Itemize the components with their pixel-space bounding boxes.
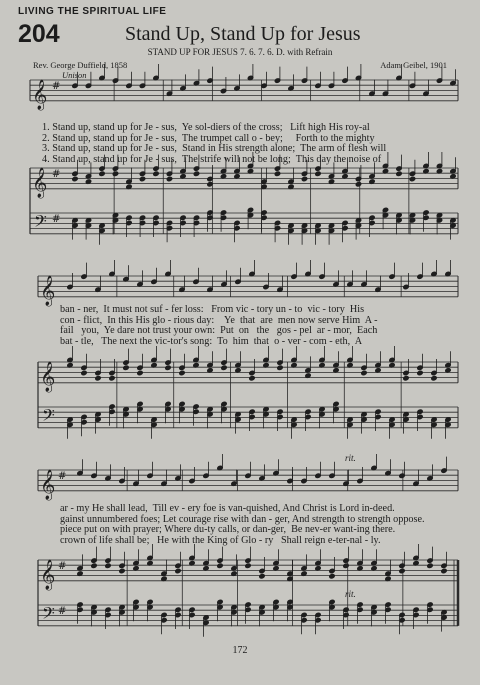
svg-text:𝄞: 𝄞 — [40, 560, 56, 590]
svg-text:𝄢: 𝄢 — [34, 211, 47, 235]
svg-text:𝄢: 𝄢 — [42, 405, 55, 429]
svg-text:#: # — [58, 471, 67, 482]
svg-text:𝄞: 𝄞 — [32, 168, 48, 198]
svg-text:#: # — [52, 169, 61, 180]
lyric-line: fail you, Ye dare not trust your own: Put on the gos - pel ar - mor, Each — [60, 325, 378, 336]
svg-text:𝄞: 𝄞 — [40, 362, 56, 392]
lyric-line: ban - ner, It must not suf - fer loss: From vic - tory un - to vic - tory His — [60, 304, 365, 315]
hymn-title: Stand Up, Stand Up for Jesus — [125, 23, 361, 45]
svg-text:#: # — [58, 561, 67, 572]
lyric-line: gainst unnumbered foes; Let courage rise with dan - ger, And strength to strength oppose. — [60, 513, 425, 525]
lyric-line: crown of life shall be; He with the King of Glo - ry Shall reign e-ter-nal - ly. — [60, 534, 381, 546]
hymn-number: 204 — [18, 20, 60, 48]
svg-text:𝄞: 𝄞 — [32, 80, 48, 110]
lyric-line: piece put on with prayer; Where du-ty calls, or dan-ger, Be nev-er want-ing there. — [60, 524, 396, 535]
svg-text:#: # — [52, 214, 61, 225]
svg-text:𝄞: 𝄞 — [40, 470, 56, 500]
svg-text:#: # — [52, 81, 61, 92]
lyric-line: 4. Stand up, stand up for Je - sus, The strife will not be long; This day the noise of — [42, 153, 382, 165]
lyric-line: 2. Stand up, stand up for Je - sus, The trumpet call o - bey; Forth to the mighty — [42, 132, 375, 144]
ritardando-mark: rit. — [345, 589, 356, 599]
composer-credit: Adam Geibel, 1901 — [380, 60, 447, 70]
page-number: 172 — [232, 645, 248, 656]
lyric-line: bat - tle, The next the vic-tor's song: To him that o - ver - com - eth, A — [60, 335, 363, 347]
lyric-line: con - flict, In this His glo - rious day: Ye that are men now serve Him A - — [60, 314, 378, 326]
ritardando-mark: rit. — [345, 453, 356, 463]
unison-marking: Unison — [62, 70, 87, 80]
svg-text:#: # — [58, 606, 67, 617]
lyric-line: ar - my He shall lead, Till ev - ery foe is van-quished, And Christ is Lord in-deed. — [60, 503, 395, 514]
author-credit: Rev. George Duffield, 1858 — [33, 60, 128, 70]
lyric-line: 3. Stand up, stand up for Je - sus, Stand in His strength alone; The arm of flesh will — [42, 143, 387, 154]
lyric-line: 1. Stand up, stand up for Je - sus, Ye sol-diers of the cross; Lift high His roy-al — [42, 122, 370, 133]
section-title: LIVING THE SPIRITUAL LIFE — [18, 6, 167, 17]
svg-text:𝄢: 𝄢 — [42, 603, 55, 627]
svg-text:𝄞: 𝄞 — [40, 276, 56, 306]
tune-meter: STAND UP FOR JESUS 7. 6. 7. 6. D. with Refrain — [147, 47, 333, 57]
